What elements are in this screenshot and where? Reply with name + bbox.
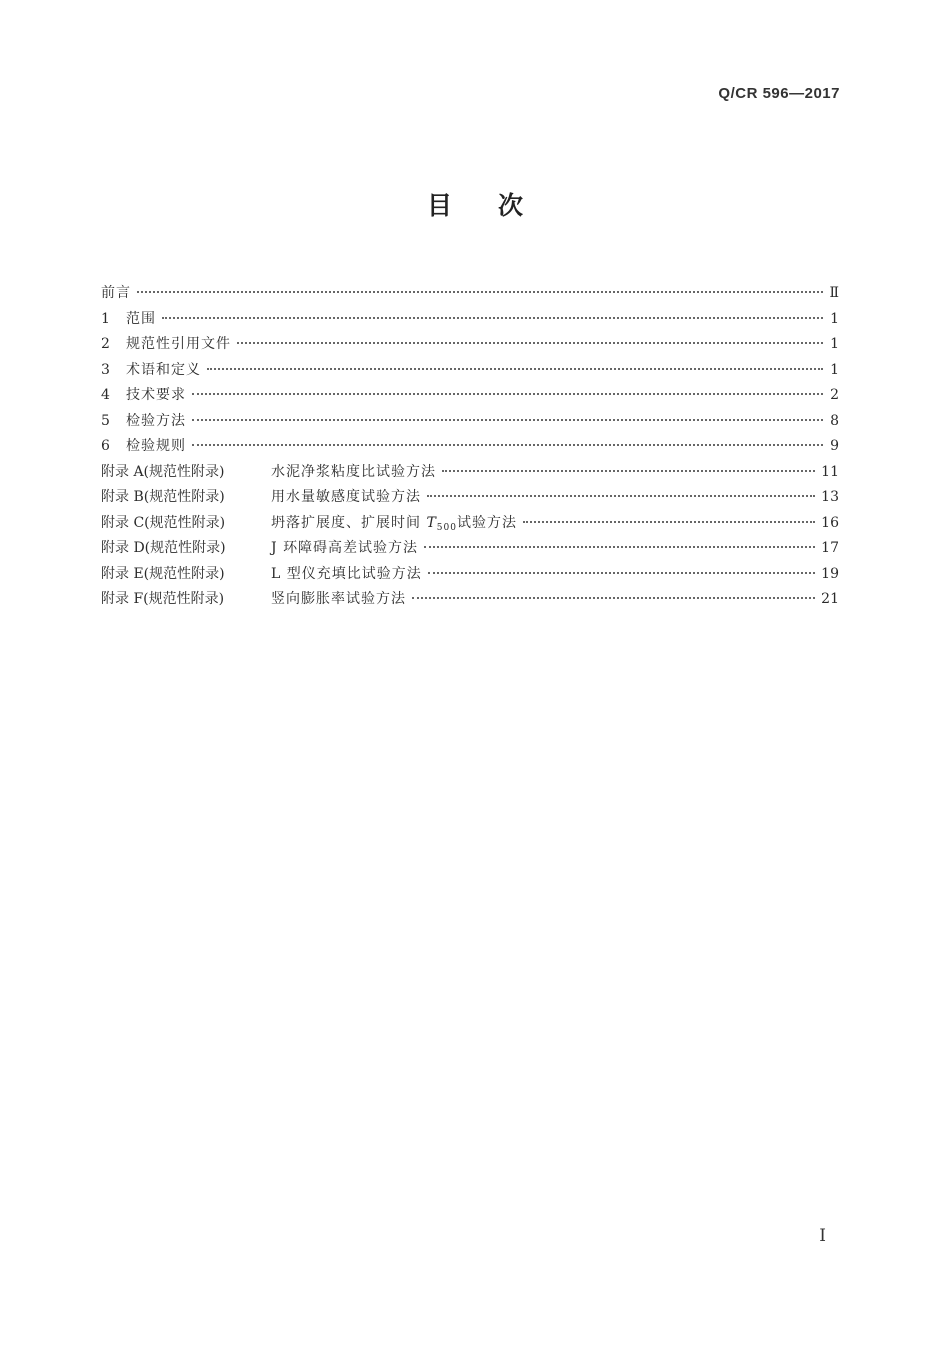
toc-entry-number: 6: [101, 438, 110, 454]
toc-leader-dots: [162, 317, 823, 319]
toc-entry-appendix-e[interactable]: [101, 562, 839, 588]
toc-title-subscript: 500: [436, 522, 457, 533]
toc-appendix-label: 附录 B(规范性附录): [101, 489, 225, 505]
toc-entry-page: 9: [830, 438, 839, 454]
toc-title-main: 坍落扩展度、扩展时间: [271, 514, 421, 531]
toc-entry-terms-definitions[interactable]: [101, 358, 839, 384]
toc-entry-page: 2: [830, 387, 839, 403]
toc-entry-appendix-c[interactable]: [101, 511, 839, 537]
toc-entry-scope[interactable]: [101, 307, 839, 333]
toc-entry-title: L 型仪充填比试验方法: [271, 565, 422, 582]
toc-entry-page: 17: [821, 540, 839, 556]
toc-entry-title: 规范性引用文件: [126, 336, 231, 352]
toc-leader-dots: [428, 572, 815, 574]
page-title: 目次: [426, 191, 569, 220]
toc-title-variable: T: [426, 514, 437, 531]
toc-entry-page: Ⅱ: [829, 285, 839, 301]
toc-leader-dots: [442, 470, 815, 472]
toc-entry-page: 19: [821, 565, 839, 582]
toc-entry-title: 检验方法: [126, 412, 186, 429]
toc-leader-dots: [237, 342, 823, 344]
toc-appendix-label: 附录 D(规范性附录): [101, 540, 226, 556]
toc-appendix-label: 附录 E(规范性附录): [101, 565, 225, 582]
toc-entry-title: J 环障碍高差试验方法: [271, 540, 419, 556]
toc-leader-dots: [427, 495, 815, 497]
document-code: Q/CR 596—2017: [718, 85, 840, 102]
toc-entry-page: 1: [830, 336, 839, 352]
toc-leader-dots: [137, 291, 823, 293]
toc-entry-number: 3: [101, 361, 110, 378]
toc-entry-title: 技术要求: [126, 387, 186, 403]
toc-entry-title: 检验规则: [126, 438, 186, 454]
toc-leader-dots: [412, 597, 815, 599]
toc-entry-appendix-a[interactable]: [101, 460, 839, 486]
toc-entry-test-methods[interactable]: [101, 409, 839, 435]
toc-title-suffix: 试验方法: [456, 514, 517, 531]
toc-entry-page: 21: [821, 591, 839, 607]
toc-leader-dots: [192, 419, 823, 421]
toc-entry-appendix-f[interactable]: [101, 587, 839, 613]
toc-entry-page: 1: [830, 310, 839, 327]
toc-entry-page: 13: [821, 489, 839, 505]
toc-entry-title: 用水量敏感度试验方法: [271, 489, 421, 505]
table-of-contents: [101, 281, 839, 613]
toc-appendix-label: 附录 A(规范性附录): [101, 463, 225, 480]
toc-entry-normative-references[interactable]: [101, 332, 839, 358]
toc-entry-technical-requirements[interactable]: [101, 383, 839, 409]
toc-entry-page: 11: [821, 463, 839, 480]
toc-leader-dots: [207, 368, 823, 370]
toc-appendix-label: 附录 C(规范性附录): [101, 514, 226, 531]
toc-entry-title: 前言: [101, 285, 131, 301]
toc-entry-number: 2: [101, 336, 110, 352]
toc-leader-dots: [192, 444, 823, 446]
toc-leader-dots: [424, 546, 815, 548]
toc-entry-inspection-rules[interactable]: [101, 434, 839, 460]
toc-entry-preface[interactable]: [101, 281, 839, 307]
toc-entry-page: 1: [830, 361, 839, 378]
toc-entry-title: 术语和定义: [126, 361, 201, 378]
toc-leader-dots: [523, 521, 815, 523]
toc-appendix-label: 附录 F(规范性附录): [101, 591, 225, 607]
toc-entry-title: 水泥净浆粘度比试验方法: [271, 463, 436, 480]
toc-entry-title: 竖向膨胀率试验方法: [271, 591, 406, 607]
page-number: Ⅰ: [819, 1226, 826, 1246]
toc-entry-number: 4: [101, 387, 110, 403]
toc-entry-number: 5: [101, 412, 110, 429]
toc-entry-appendix-b[interactable]: [101, 485, 839, 511]
toc-entry-page: 16: [821, 514, 839, 531]
toc-entry-page: 8: [830, 412, 839, 429]
toc-entry-number: 1: [101, 310, 110, 327]
toc-entry-title: 范围: [126, 310, 156, 327]
toc-leader-dots: [192, 393, 823, 395]
